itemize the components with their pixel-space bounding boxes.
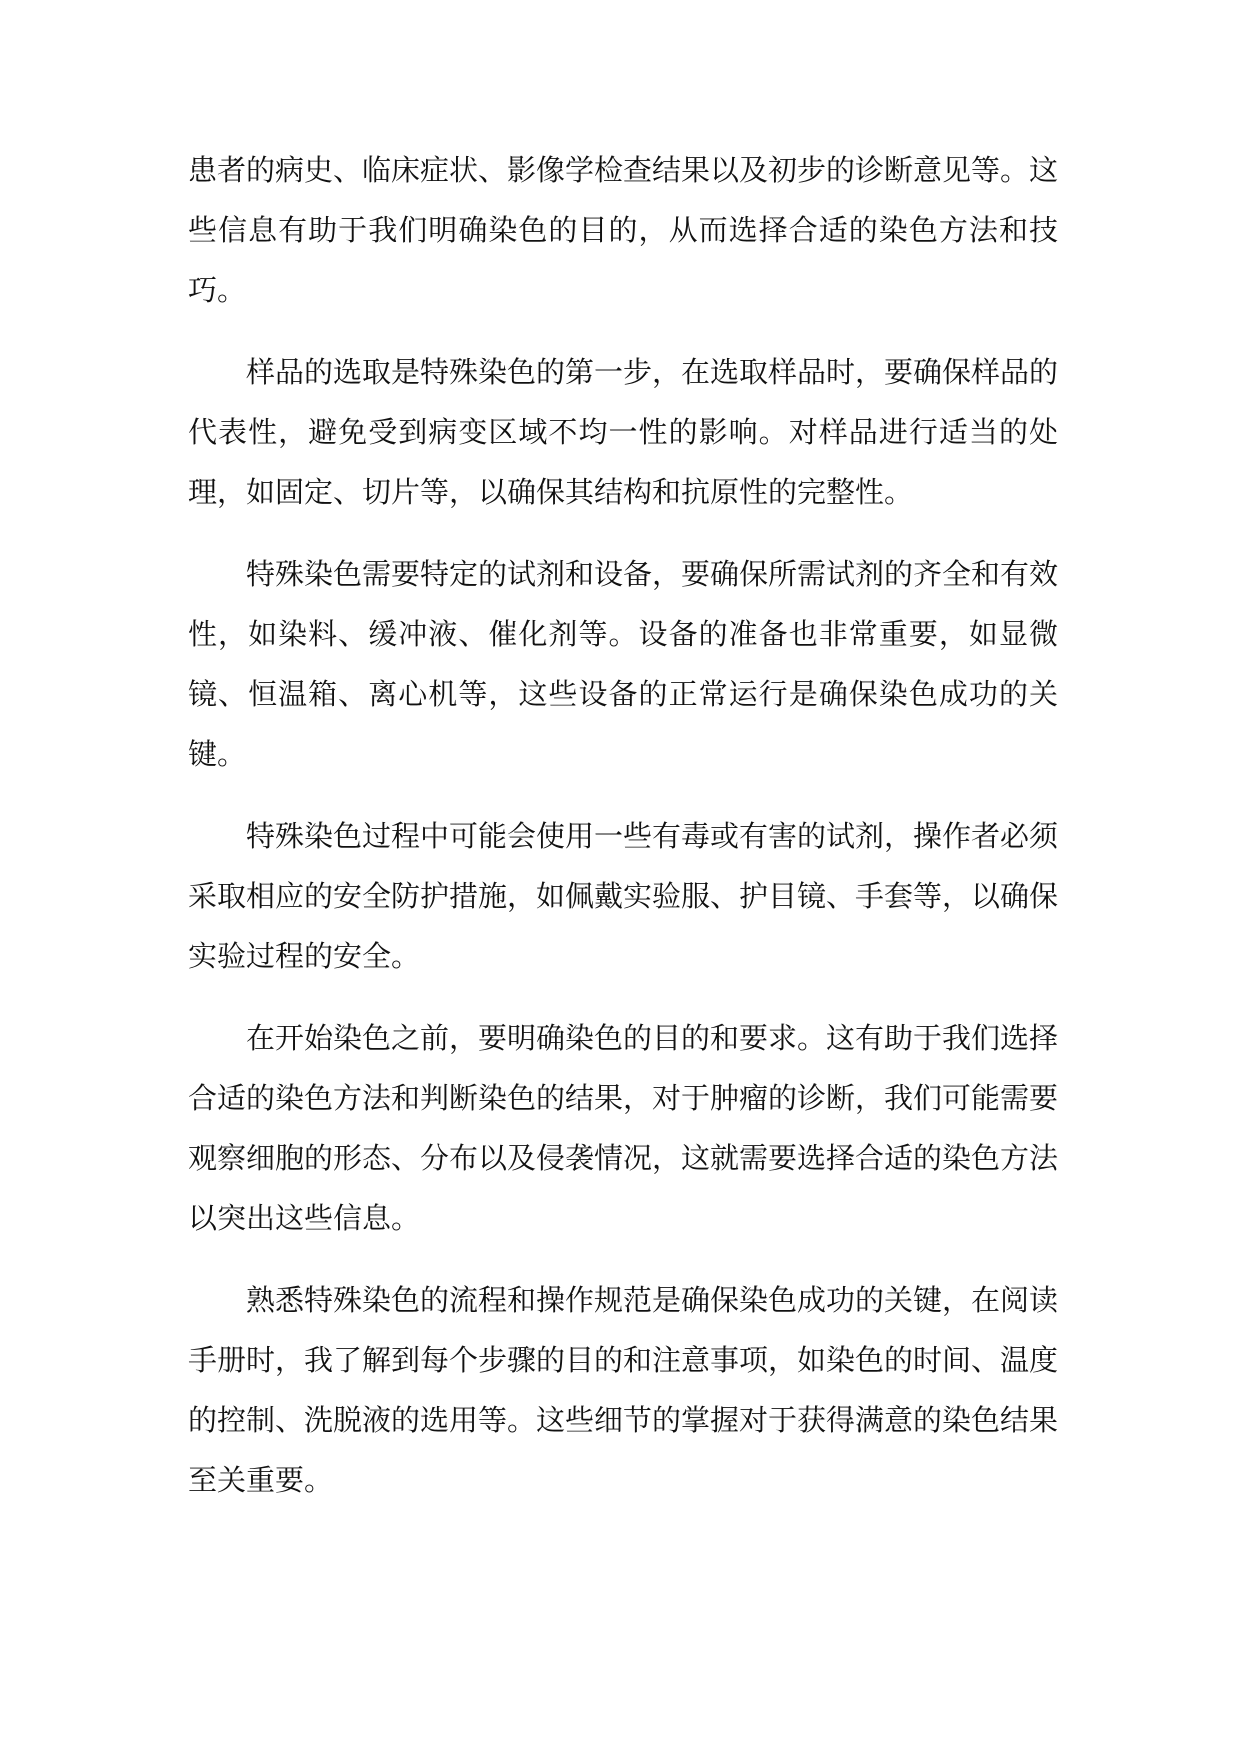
paragraph-procedure: 熟悉特殊染色的流程和操作规范是确保染色成功的关键，在阅读手册时，我了解到每个步骤的目的和注意事项，如染色的时间、温度的控制、洗脱液的选用等。这些细节的掌握对于获得满意的染色结果至关重要。 (188, 1283, 1059, 1497)
paragraph-staining-purpose: 在开始染色之前，要明确染色的目的和要求。这有助于我们选择合适的染色方法和判断染色的结果，对于肿瘤的诊断，我们可能需要观察细胞的形态、分布以及侵袭情况，这就需要选择合适的染色方法以突出这些信息。 (188, 1021, 1059, 1235)
paragraph-reagents-equipment: 特殊染色需要特定的试剂和设备，要确保所需试剂的齐全和有效性，如染料、缓冲液、催化剂等。设备的准备也非常重要，如显微镜、恒温箱、离心机等，这些设备的正常运行是确保染色成功的关键。 (188, 557, 1059, 771)
body-text (188, 140, 1058, 1532)
paragraph-safety: 特殊染色过程中可能会使用一些有毒或有害的试剂，操作者必须采取相应的安全防护措施，如佩戴实验服、护目镜、手套等，以确保实验过程的安全。 (188, 819, 1059, 973)
paragraph-continuation: 患者的病史、临床症状、影像学检查结果以及初步的诊断意见等。这些信息有助于我们明确染色的目的，从而选择合适的染色方法和技巧。 (188, 153, 1059, 307)
paragraph-sample-selection: 样品的选取是特殊染色的第一步，在选取样品时，要确保样品的代表性，避免受到病变区域不均一性的影响。对样品进行适当的处理，如固定、切片等，以确保其结构和抗原性的完整性。 (188, 355, 1059, 509)
